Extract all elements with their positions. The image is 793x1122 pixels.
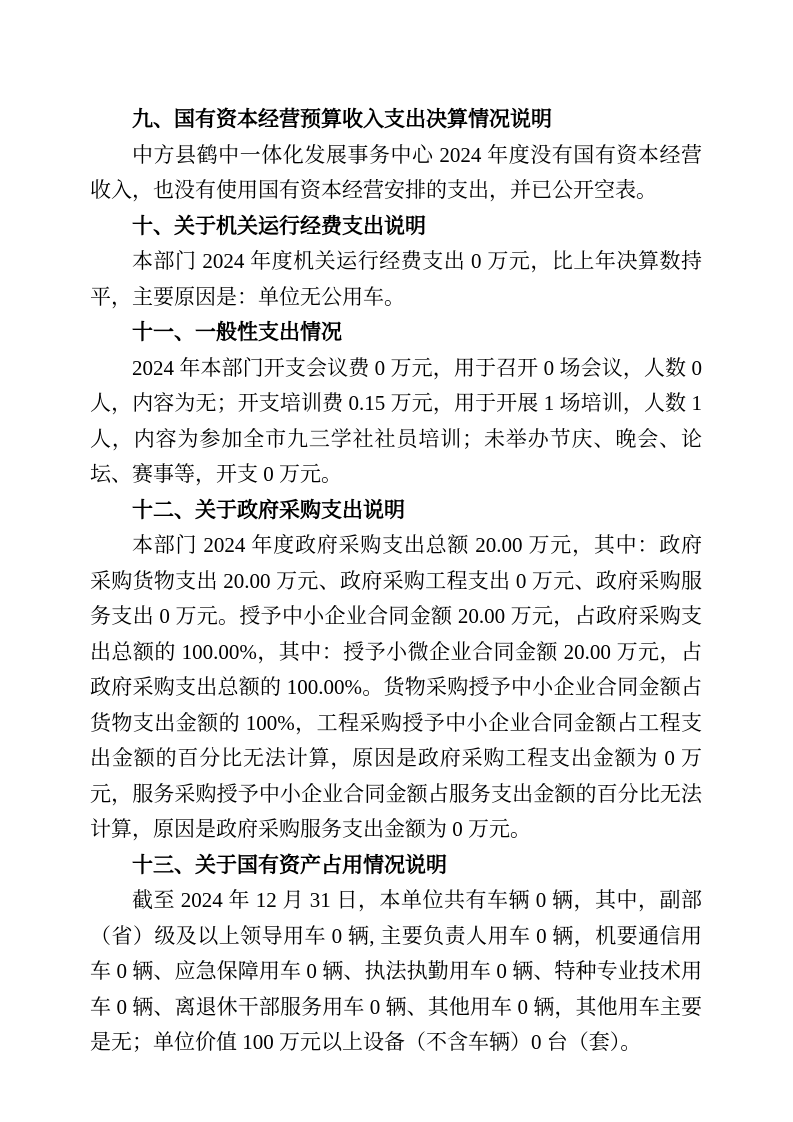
section-paragraph: 本部门 2024 年度机关运行经费支出 0 万元，比上年决算数持平，主要原因是：单位无公用车。: [90, 249, 702, 309]
section-heading: 九、国有资本经营预算收入支出决算情况说明: [132, 108, 552, 131]
section-paragraph: 2024 年本部门开支会议费 0 万元，用于召开 0 场会议，人数 0 人，内容为无；开支培训费 0.15 万元，用于开展 1 场培训，人数 1 人，内容为参加全市九三学社社员培训；未举办节庆、晚会、论坛、赛事等，开支 0 万元。: [90, 355, 702, 486]
section-heading: 十一、一般性支出情况: [132, 321, 342, 344]
section-paragraph: 中方县鹤中一体化发展事务中心 2024 年度没有国有资本经营收入，也没有使用国有资本经营安排的支出，并已公开空表。: [90, 142, 702, 202]
section-paragraph: 截至 2024 年 12 月 31 日，本单位共有车辆 0 辆，其中，副部（省）级及以上领导用车 0 辆, 主要负责人用车 0 辆，机要通信用车 0 辆、应急保障用车 0 辆、执法执勤用车 0 辆、特种专业技术用车 0 辆、离退休干部服务用车 0 辆、其他用车 0 辆，其他用车主要是无；单位价值 100 万元以上设备（不含车辆）0 台（套）。: [90, 888, 702, 1054]
section-paragraph: 本部门 2024 年度政府采购支出总额 20.00 万元，其中：政府采购货物支出 20.00 万元、政府采购工程支出 0 万元、政府采购服务支出 0 万元。授予中小企业合同金额 20.00 万元，占政府采购支出总额的 100.00%，其中：授予小微企业合同金额 20.00 万元，占政府采购支出总额的 100.00%。货物采购授予中小企业合同金额占货物支出金额的 100%，工程采购授予中小企业合同金额占工程支出金额的百分比无法计算，原因是政府采购工程支出金额为 0 万元，服务采购授予中小企业合同金额占服务支出金额的百分比无法计算，原因是政府采购服务支出金额为 0 万元。: [90, 533, 702, 841]
section-heading: 十、关于机关运行经费支出说明: [132, 214, 426, 238]
section-general-expenditure: [90, 315, 702, 493]
document-content: [90, 102, 702, 1061]
section-government-procurement: [90, 493, 702, 848]
section-heading: 十三、关于国有资产占用情况说明: [132, 853, 447, 877]
section-state-capital-budget: [90, 102, 702, 209]
section-heading: 十二、关于政府采购支出说明: [132, 498, 405, 522]
section-state-asset-occupancy: [90, 848, 702, 1061]
section-agency-operating-expense: [90, 209, 702, 316]
